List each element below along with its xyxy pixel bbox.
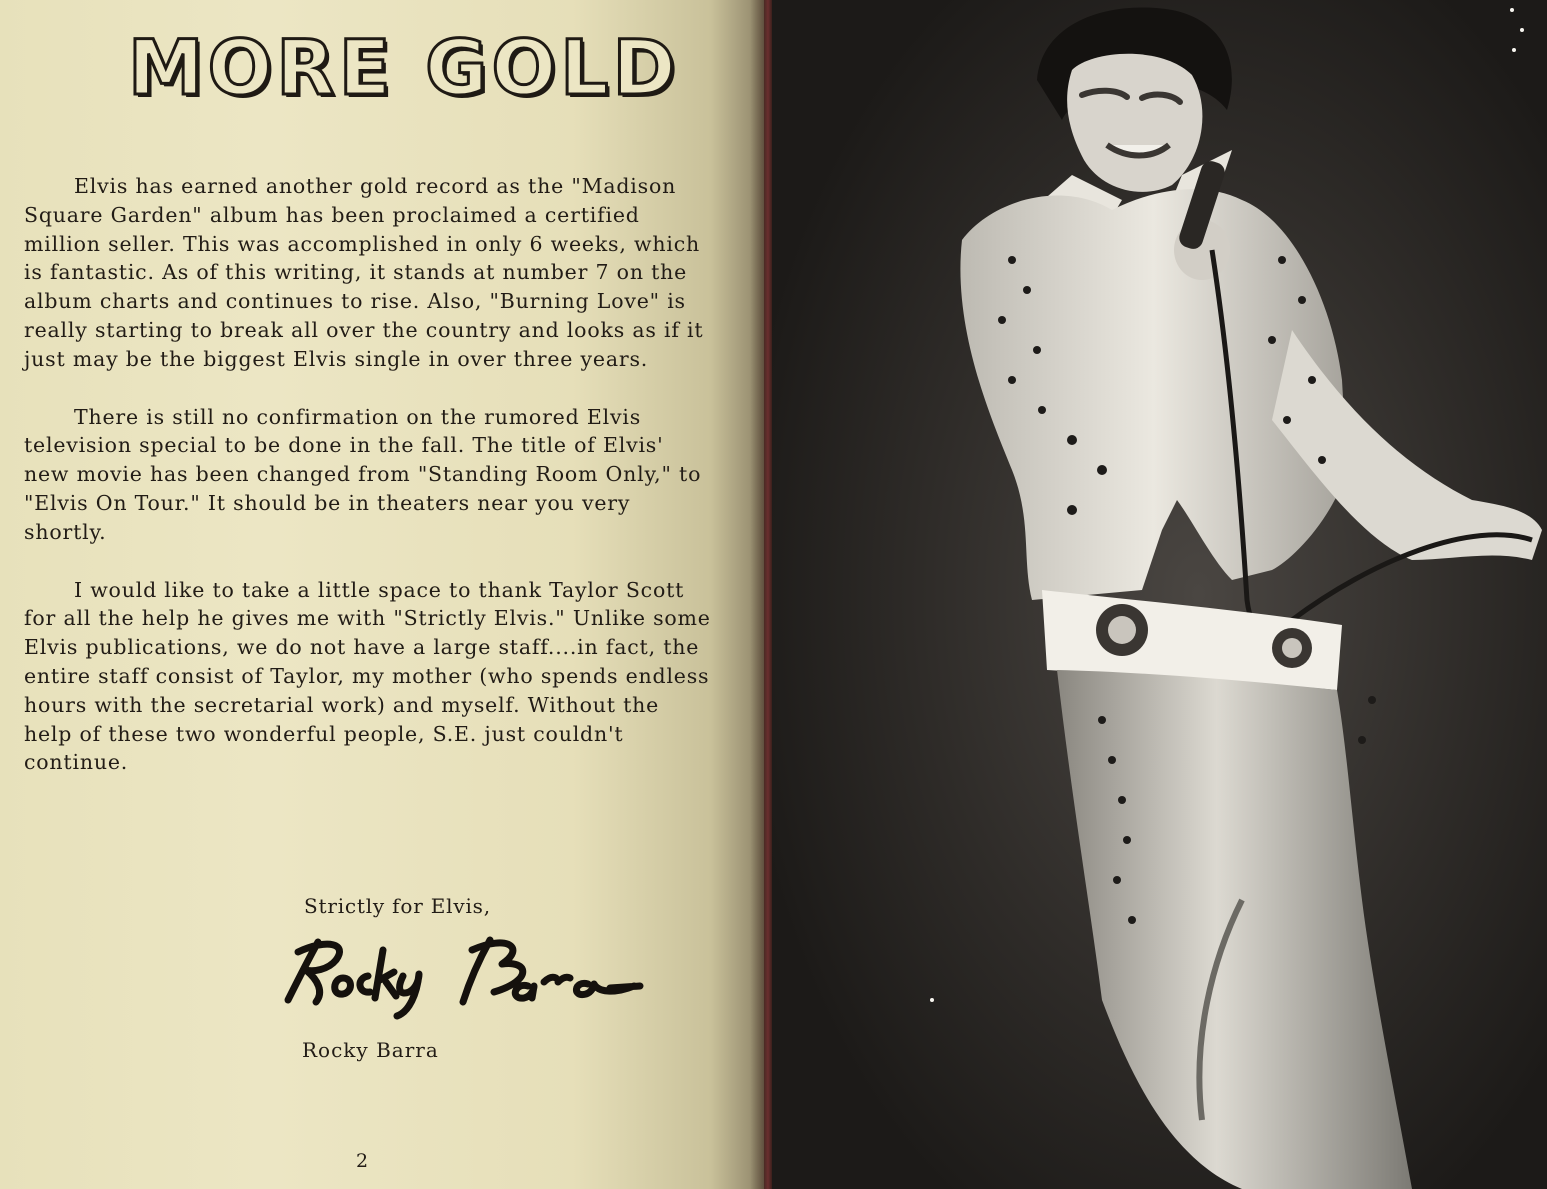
paragraph-2: There is still no confirmation on the rumored Elvis television special to be done in the fall. The title of Elvis' new movie has been changed from "Standing Room Only," to "Elvis On Tour." It should be in theaters near you very shortly.	[24, 404, 702, 544]
paragraph-1: Elvis has earned another gold record as the "Madison Square Garden" album has been proclaimed a certified million seller. This was accomplished in only 6 weeks, which is fantastic. As of this writing, it stands at number 7 on the album charts and continues to rise. Also, "Burning Love" is really starting to break all over the country and looks as if it just may be the biggest Elvis single in over three years.	[24, 174, 704, 371]
left-page	[0, 0, 764, 1189]
performer-photo	[772, 0, 1547, 1189]
book-spine	[764, 0, 772, 1189]
paragraph-3: I would like to take a little space to thank Taylor Scott for all the help he gives me with "Strictly Elvis." Unlike some Elvis publications, we do not have a large staff....in fact, the entire staff consist of Taylor, my mother (who spends endless hours with the secretarial work) and myself. Without the help of these two wonderful people, S.E. just couldn't continue.	[24, 577, 711, 775]
closing-line: Strictly for Elvis,	[304, 894, 491, 918]
right-page	[772, 0, 1547, 1189]
page-number: 2	[356, 1150, 369, 1172]
handwritten-signature	[258, 930, 658, 1020]
signer-name: Rocky Barra	[302, 1038, 439, 1062]
page-title: MORE GOLD	[128, 23, 680, 112]
article-body	[24, 172, 714, 806]
